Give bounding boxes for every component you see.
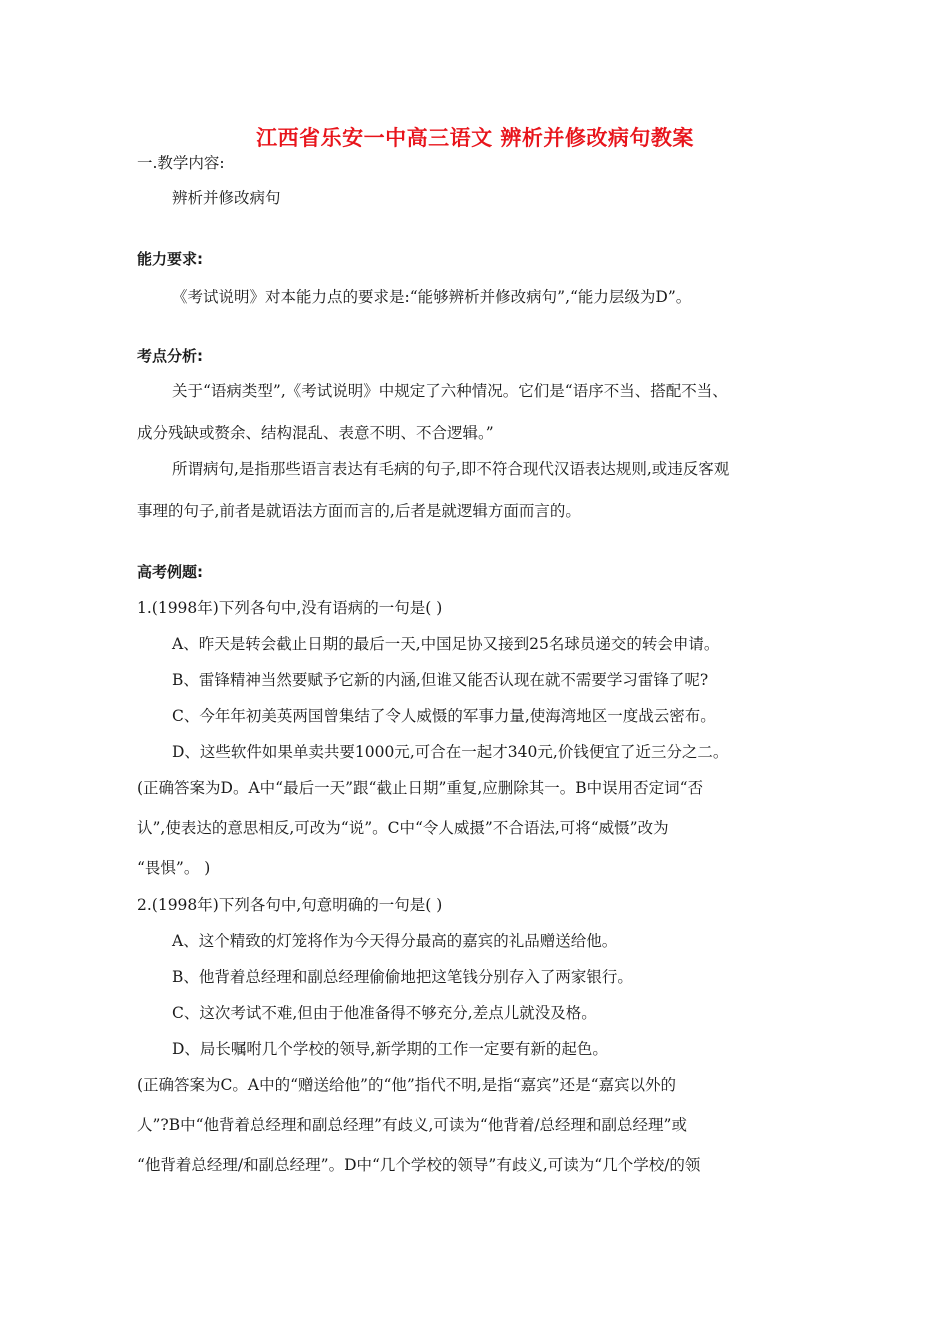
question-1-option-c: C、今年年初美英两国曾集结了令人威慑的军事力量,使海湾地区一度战云密布。 (172, 707, 716, 725)
question-1-option-a: A、昨天是转会截止日期的最后一天,中国足协又接到25名球员递交的转会申请。 (172, 635, 720, 653)
analysis-paragraph-1-line-2: 成分残缺或赘余、结构混乱、表意不明、不合逻辑。” (137, 424, 494, 442)
section-heading-ability: 能力要求: (137, 250, 203, 268)
question-1-option-b: B、雷锋精神当然要赋予它新的内涵,但谁又能否认现在就不需要学习雷锋了呢? (172, 671, 709, 689)
document-title: 江西省乐安一中高三语文 辨析并修改病句教案 (256, 126, 694, 150)
question-2-stem: 2.(1998年)下列各句中,句意明确的一句是( ) (137, 896, 443, 914)
question-2-answer-line-3: “他背着总经理/和副总经理”。D中“几个学校的领导”有歧义,可读为“几个学校/的领 (137, 1156, 701, 1174)
analysis-paragraph-2-line-1: 所谓病句,是指那些语言表达有毛病的句子,即不符合现代汉语表达规则,或违反客观 (172, 460, 730, 478)
question-2-option-a: A、这个精致的灯笼将作为今天得分最高的嘉宾的礼品赠送给他。 (172, 932, 618, 950)
question-2-answer-line-1: (正确答案为C。A中的“赠送给他”的“他”指代不明,是指“嘉宾”还是“嘉宾以外的 (137, 1076, 676, 1094)
question-1-answer-line-3: “畏惧”。 ) (137, 859, 211, 877)
analysis-paragraph-1-line-1: 关于“语病类型”,《考试说明》中规定了六种情况。它们是“语序不当、搭配不当、 (172, 382, 728, 400)
analysis-paragraph-2-line-2: 事理的句子,前者是就语法方面而言的,后者是就逻辑方面而言的。 (137, 502, 581, 520)
section-heading-examples: 高考例题: (137, 563, 203, 581)
question-1-stem: 1.(1998年)下列各句中,没有语病的一句是( ) (137, 599, 443, 617)
question-1-answer-line-1: (正确答案为D。A中“最后一天”跟“截止日期”重复,应删除其一。B中误用否定词“否 (137, 779, 704, 797)
question-2-option-b: B、他背着总经理和副总经理偷偷地把这笔钱分别存入了两家银行。 (172, 968, 633, 986)
question-2-answer-line-2: 人”?B中“他背着总经理和副总经理”有歧义,可读为“他背着/总经理和副总经理”或 (137, 1116, 687, 1134)
ability-text: 《考试说明》对本能力点的要求是:“能够辨析并修改病句”,“能力层级为D”。 (172, 288, 692, 306)
question-1-option-d: D、这些软件如果单卖共要1000元,可合在一起才340元,价钱便宜了近三分之二。 (172, 743, 729, 761)
question-2-option-c: C、这次考试不难,但由于他准备得不够充分,差点儿就没及格。 (172, 1004, 597, 1022)
section-heading-content: 一.教学内容: (137, 154, 225, 172)
question-1-answer-line-2: 认”,使表达的意思相反,可改为“说”。C中“令人威摄”不合语法,可将“威慑”改为 (137, 819, 669, 837)
section-heading-analysis: 考点分析: (137, 347, 203, 365)
section-content-text: 辨析并修改病句 (172, 189, 281, 207)
question-2-option-d: D、局长嘱咐几个学校的领导,新学期的工作一定要有新的起色。 (172, 1040, 608, 1058)
